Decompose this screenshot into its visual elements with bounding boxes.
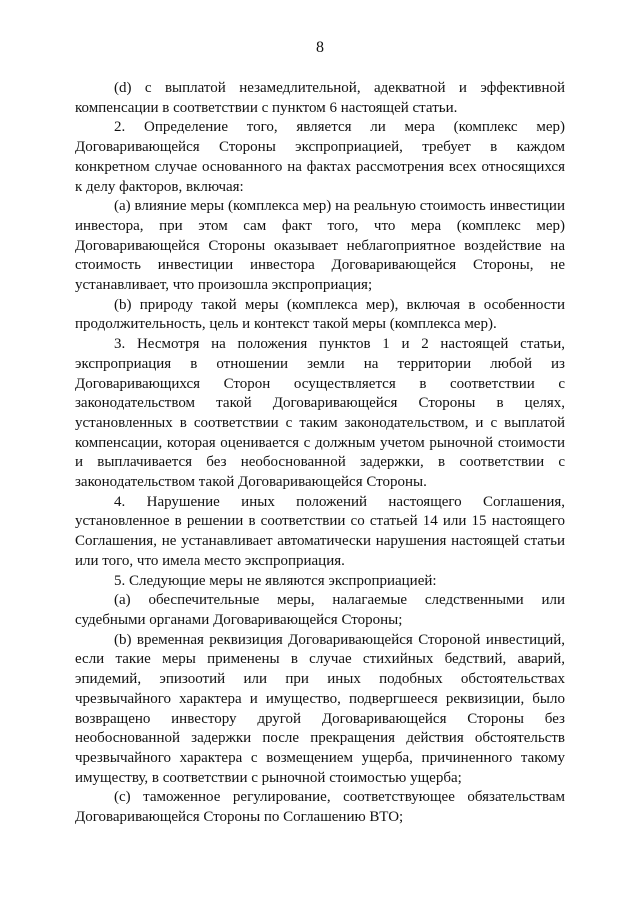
document-body bbox=[75, 79, 565, 828]
paragraph-4-breach-not-expropriation: 4. Нарушение иных положений настоящего Соглашения, установленное в решении в соответствии со статьей 14 или 15 настоящего Соглашения, не устанавливает автоматически нарушения настоящей статьи или того, что имела место экспроприация. bbox=[75, 493, 565, 569]
page-number: 8 bbox=[316, 39, 324, 56]
paragraph-2-expropriation-determination: 2. Определение того, является ли мера (комплекс мер) Договаривающейся Стороны экспроприацией, требует в каждом конкретном случае основанного на фактах рассмотрения всех относящихся к делу факторов, включая: bbox=[75, 119, 565, 195]
paragraph-5c-customs-regulation: (c) таможенное регулирование, соответствующее обязательствам Договаривающейся Стороны по Соглашению ВТО; bbox=[75, 789, 565, 826]
paragraph-2a-measure-impact: (a) влияние меры (комплекса мер) на реальную стоимость инвестиции инвестора, при этом сам факт того, что мера (комплекс мер) Договаривающейся Стороны оказывает неблагоприятное воздействие на стоимость инвестиции инвестора Договаривающейся Стороны, не устанавливает, что произошла экспроприация; bbox=[75, 198, 565, 294]
paragraph-5-not-expropriation-intro: 5. Следующие меры не являются экспроприацией: bbox=[114, 572, 437, 589]
paragraph-3-land-expropriation: 3. Несмотря на положения пунктов 1 и 2 настоящей статьи, экспроприация в отношении земли на территории любой из Договаривающихся Сторон осуществляется в соответствии с законодательством такой Договаривающейся Стороны в целях, установленных в соответствии с таким законодательством, и с выплатой компенсации, которая оценивается с должным учетом рыночной стоимости и выплачивается без необоснованной задержки, в соответствии с законодательством такой Договаривающейся Стороны. bbox=[75, 336, 565, 491]
paragraph-2b-measure-nature: (b) природу такой меры (комплекса мер), включая в особенности продолжительность, цель и контекст такой меры (комплекса мер). bbox=[75, 296, 565, 333]
paragraph-5b-temporary-requisition: (b) временная реквизиция Договаривающейся Стороной инвестиций, если такие меры применены в случае стихийных бедствий, аварий, эпидемий, эпизоотий или при иных подобных обстоятельствах чрезвычайного характера и имущество, подвергшееся реквизиции, было возвращено инвестору другой Договаривающейся Стороны без необоснованной задержки после прекращения действия обстоятельств чрезвычайного характера с возмещением ущерба, причиненного такому имуществу, в соответствии с рыночной стоимостью ущерба; bbox=[75, 631, 565, 786]
paragraph-5a-protective-measures: (a) обеспечительные меры, налагаемые следственными или судебными органами Договаривающейся Стороны; bbox=[75, 592, 565, 628]
paragraph-1-d-compensation: (d) с выплатой незамедлительной, адекватной и эффективной компенсации в соответствии с пунктом 6 настоящей статьи. bbox=[75, 80, 565, 116]
